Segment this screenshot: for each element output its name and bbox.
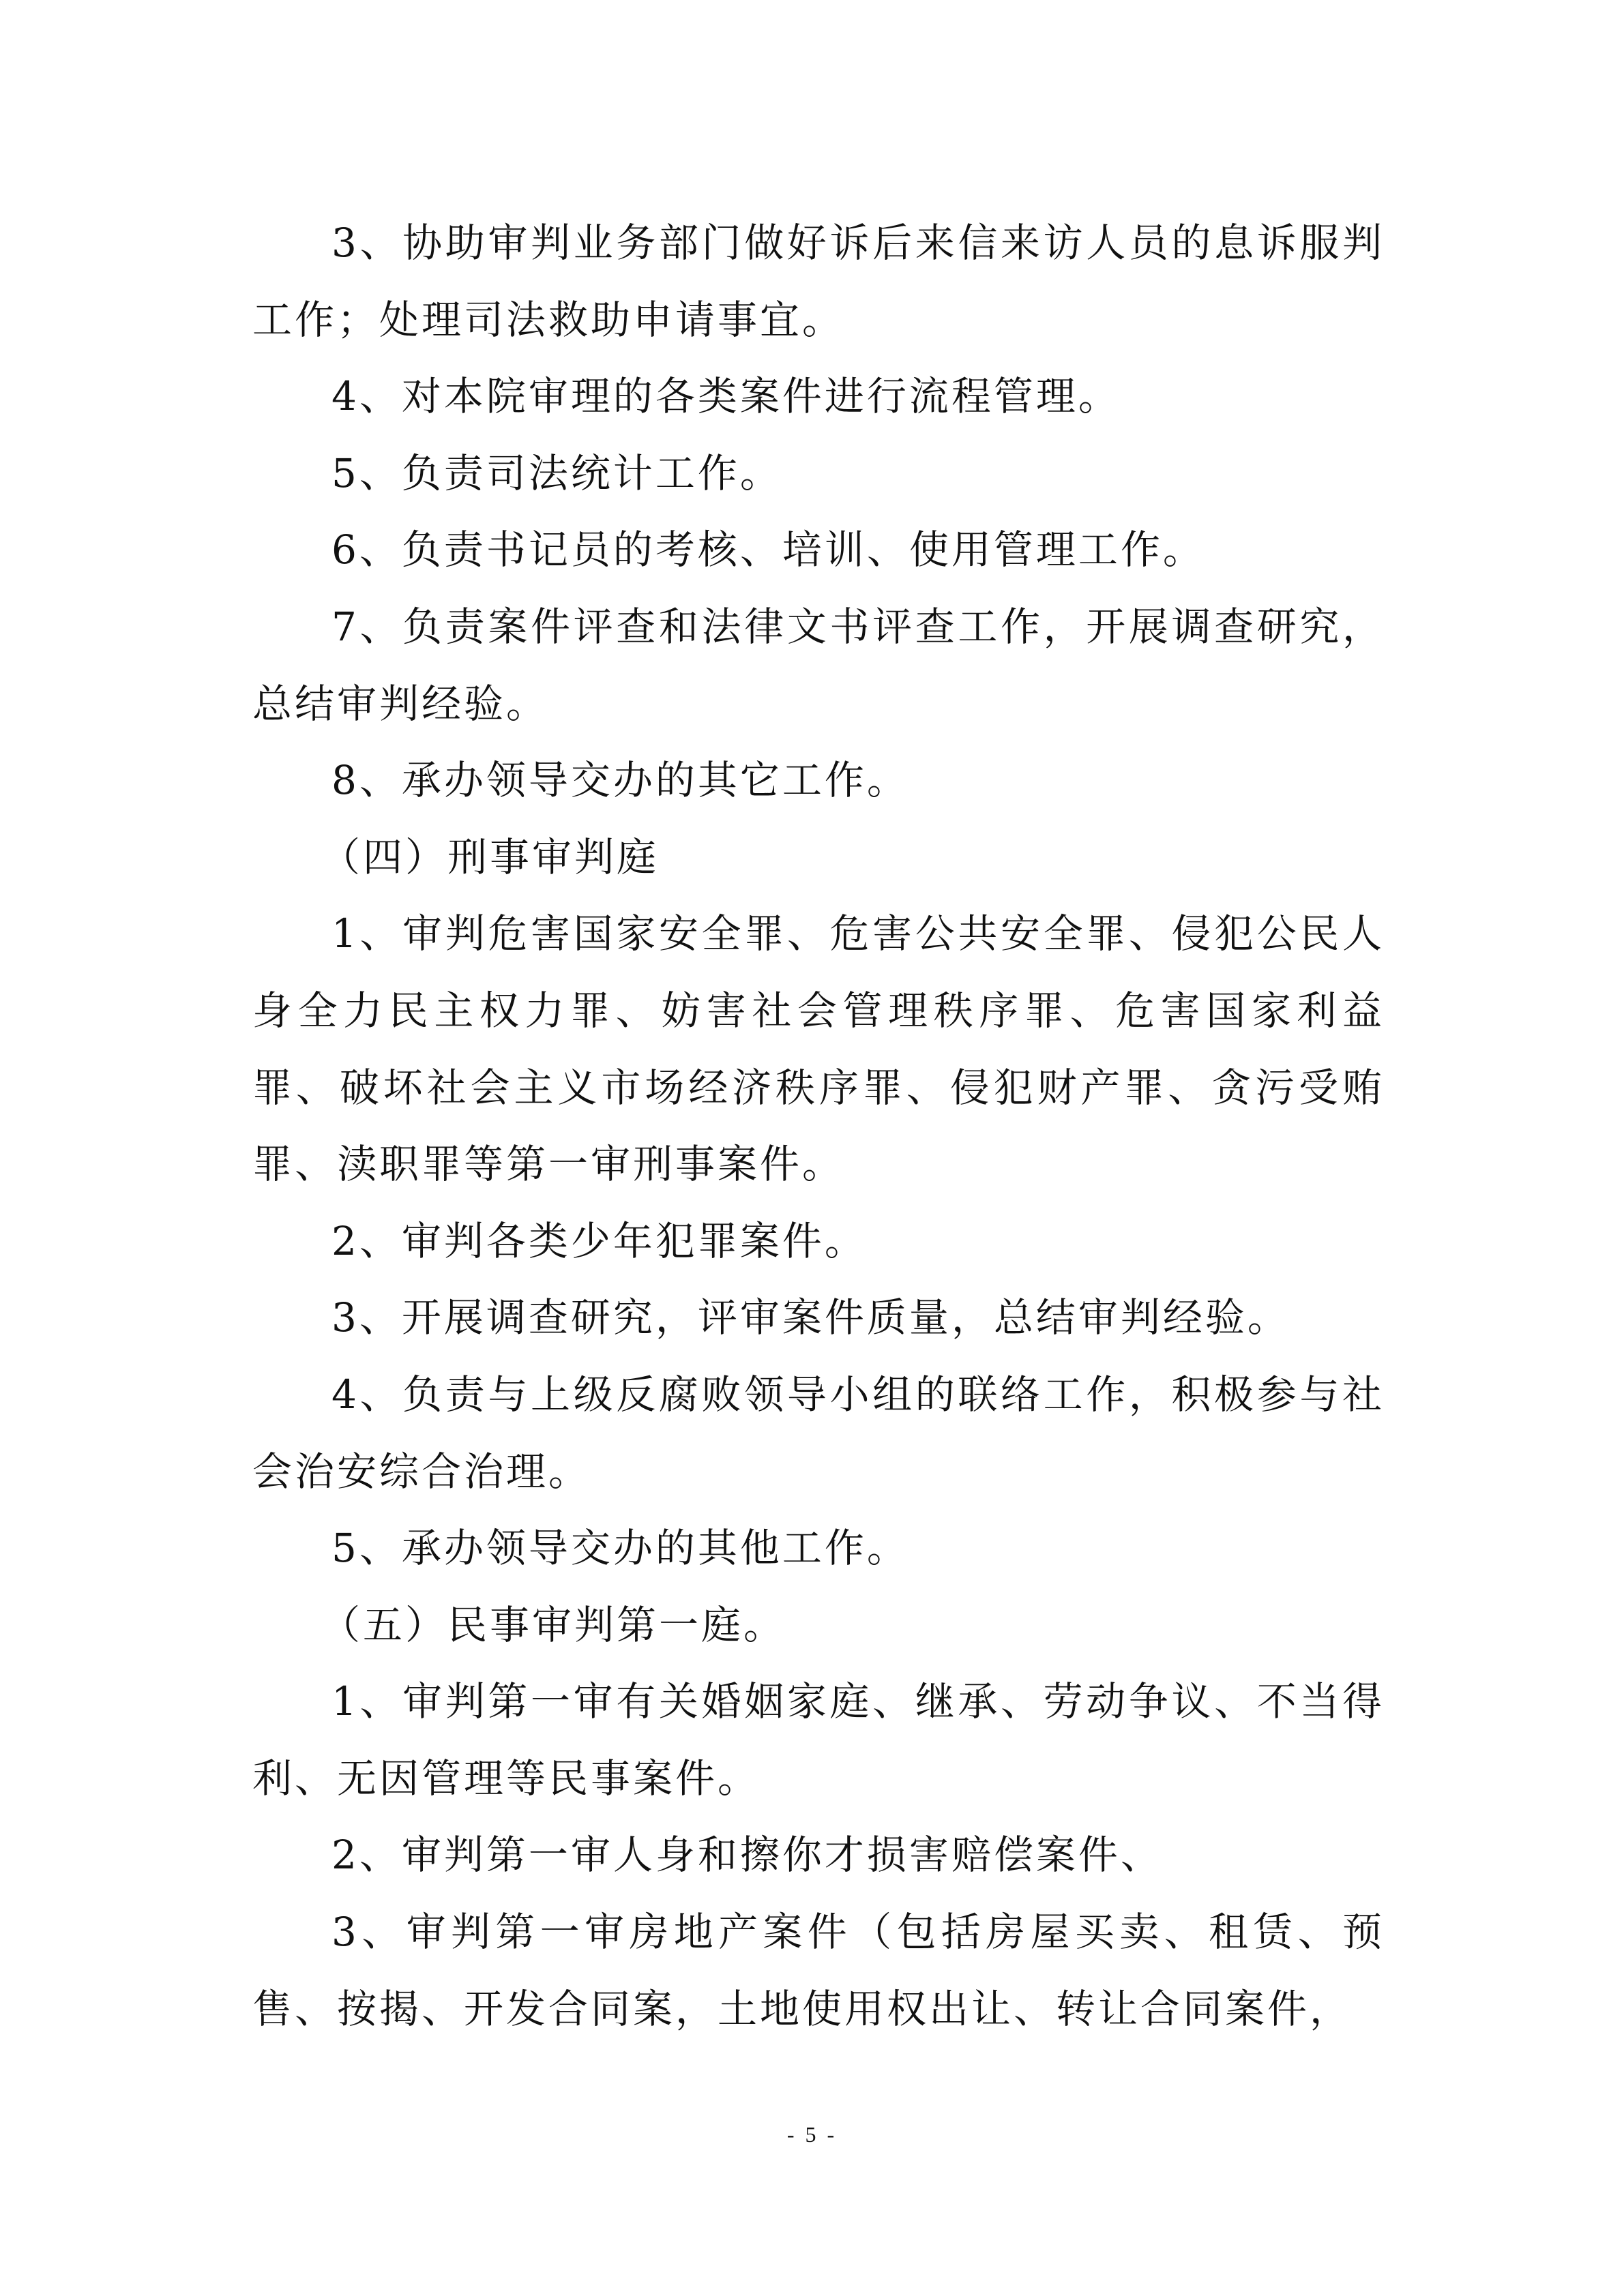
paragraph-item-6-clerk-management: 6、负责书记员的考核、培训、使用管理工作。 bbox=[331, 526, 1205, 573]
section-heading-civil-tribunal-one: （五）民事审判第一庭。 bbox=[321, 1601, 786, 1648]
body-text bbox=[252, 205, 1385, 2047]
paragraph-criminal-item-2: 2、审判各类少年犯罪案件。 bbox=[331, 1217, 867, 1264]
paragraph-criminal-item-3: 3、开展调查研究，评审案件质量，总结审判经验。 bbox=[331, 1294, 1290, 1341]
paragraph-item-5-statistics: 5、负责司法统计工作。 bbox=[331, 449, 782, 496]
paragraph-criminal-item-1: 1、审判危害国家安全罪、危害公共安全罪、侵犯公民人身全力民主权力罪、妨害社会管理秩序罪、危害国家利益罪、破坏社会主义市场经济秩序罪、侵犯财产罪、贪污受贿罪、渎职罪等第一审刑事案件。 bbox=[252, 910, 1385, 1188]
paragraph-item-4-process-management: 4、对本院审理的各类案件进行流程管理。 bbox=[331, 373, 1121, 420]
page-number: - 5 - bbox=[786, 2122, 838, 2147]
paragraph-item-7-case-review: 7、负责案件评查和法律文书评查工作，开展调查研究，总结审判经验。 bbox=[252, 603, 1385, 727]
paragraph-item-3-petition-work: 3、协助审判业务部门做好诉后来信来访人员的息诉服判工作；处理司法救助申请事宜。 bbox=[252, 220, 1385, 343]
paragraph-criminal-item-4: 4、负责与上级反腐败领导小组的联络工作，积极参与社会治安综合治理。 bbox=[252, 1371, 1385, 1495]
paragraph-item-8-other-work: 8、承办领导交办的其它工作。 bbox=[331, 757, 909, 804]
paragraph-criminal-item-5: 5、承办领导交办的其他工作。 bbox=[331, 1525, 909, 1572]
paragraph-civil-item-3: 3、审判第一审房地产案件（包括房屋买卖、租赁、预售、按揭、开发合同案，土地使用权出让、转让合同案件， bbox=[252, 1909, 1385, 2032]
section-heading-criminal-tribunal: （四）刑事审判庭 bbox=[321, 833, 660, 880]
paragraph-civil-item-1: 1、审判第一审有关婚姻家庭、继承、劳动争议、不当得利、无因管理等民事案件。 bbox=[252, 1678, 1385, 1802]
paragraph-civil-item-2: 2、审判第一审人身和擦你才损害赔偿案件、 bbox=[331, 1832, 1163, 1879]
